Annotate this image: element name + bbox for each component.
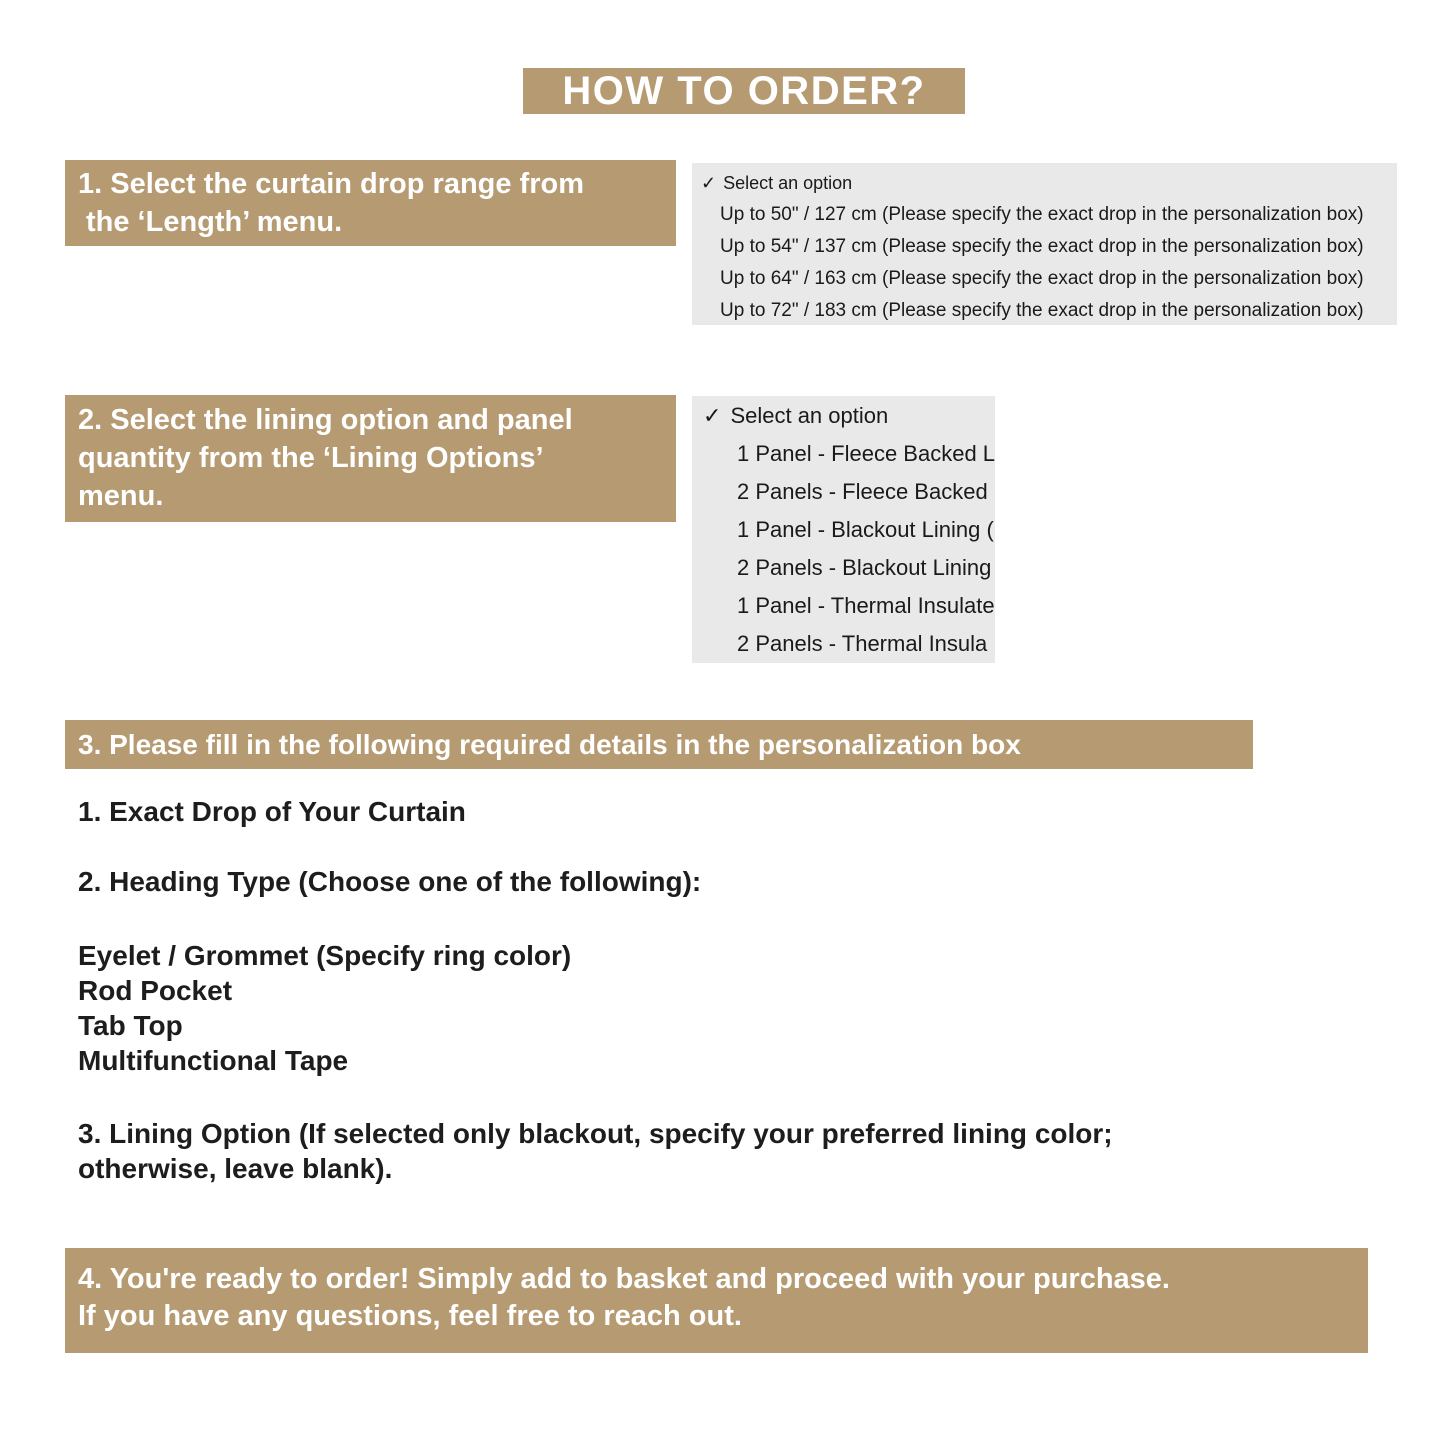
step4-line1: 4. You're ready to order! Simply add to basket and proceed with your purchase. [78,1263,1170,1295]
length-option-72in[interactable]: Up to 72" / 183 cm (Please specify the exact drop in the personalization box) [720,300,1364,321]
lining-option-1panel-blackout[interactable]: 1 Panel - Blackout Lining ( [737,517,994,542]
length-dropdown-selected-row[interactable] [692,167,1397,199]
lining-dropdown-selected-row[interactable] [692,397,995,435]
detail-exact-drop: 1. Exact Drop of Your Curtain [78,796,466,827]
check-icon: ✓ [703,403,722,428]
lining-dropdown-selected-label: Select an option [730,403,889,428]
length-option-54in[interactable]: Up to 54" / 137 cm (Please specify the exact drop in the personalization box) [720,236,1364,257]
detail-lining-option-line1: 3. Lining Option (If selected only blackout, specify your preferred lining color; [78,1118,1113,1149]
length-dropdown-menu[interactable] [692,163,1397,325]
heading-option-eyelet: Eyelet / Grommet (Specify ring color) [78,940,572,971]
step2-line2: quantity from the ‘Lining Options’ [78,442,544,474]
length-option-50in[interactable]: Up to 50" / 127 cm (Please specify the exact drop in the personalization box) [720,204,1364,225]
heading-option-rod-pocket: Rod Pocket [78,975,233,1006]
lining-option-1panel-thermal[interactable]: 1 Panel - Thermal Insulate [737,593,995,618]
length-option-64in[interactable]: Up to 64" / 163 cm (Please specify the exact drop in the personalization box) [720,268,1364,289]
heading-option-tab-top: Tab Top [78,1010,183,1041]
length-dropdown-selected-label: Select an option [723,173,853,193]
detail-lining-option [78,1116,1113,1186]
step1-instruction [65,160,676,246]
detail-heading-type: 2. Heading Type (Choose one of the following): [78,866,702,897]
lining-option-1panel-fleece[interactable]: 1 Panel - Fleece Backed L [737,441,995,466]
step4-line2: If you have any questions, feel free to reach out. [78,1300,742,1332]
detail-lining-option-line2: otherwise, leave blank). [78,1153,393,1184]
lining-option-2panels-fleece[interactable]: 2 Panels - Fleece Backed [737,479,988,504]
heading-type-options [78,938,571,1078]
step3-banner: 3. Please fill in the following required details in the personalization box [65,720,1253,769]
lining-option-2panels-thermal[interactable]: 2 Panels - Thermal Insula [737,631,988,656]
step4-banner [65,1248,1368,1353]
page-title: HOW TO ORDER? [523,68,965,114]
heading-option-multifunctional-tape: Multifunctional Tape [78,1045,349,1076]
step2-instruction [65,395,676,522]
lining-option-2panels-blackout[interactable]: 2 Panels - Blackout Lining [737,555,992,580]
step1-line2: the ‘Length’ menu. [86,206,343,238]
step2-line3: menu. [78,480,164,512]
step2-line1: 2. Select the lining option and panel [78,404,573,436]
step1-line1: 1. Select the curtain drop range from [78,168,584,200]
lining-options-dropdown-menu[interactable] [692,396,995,663]
check-icon: ✓ [701,173,717,193]
